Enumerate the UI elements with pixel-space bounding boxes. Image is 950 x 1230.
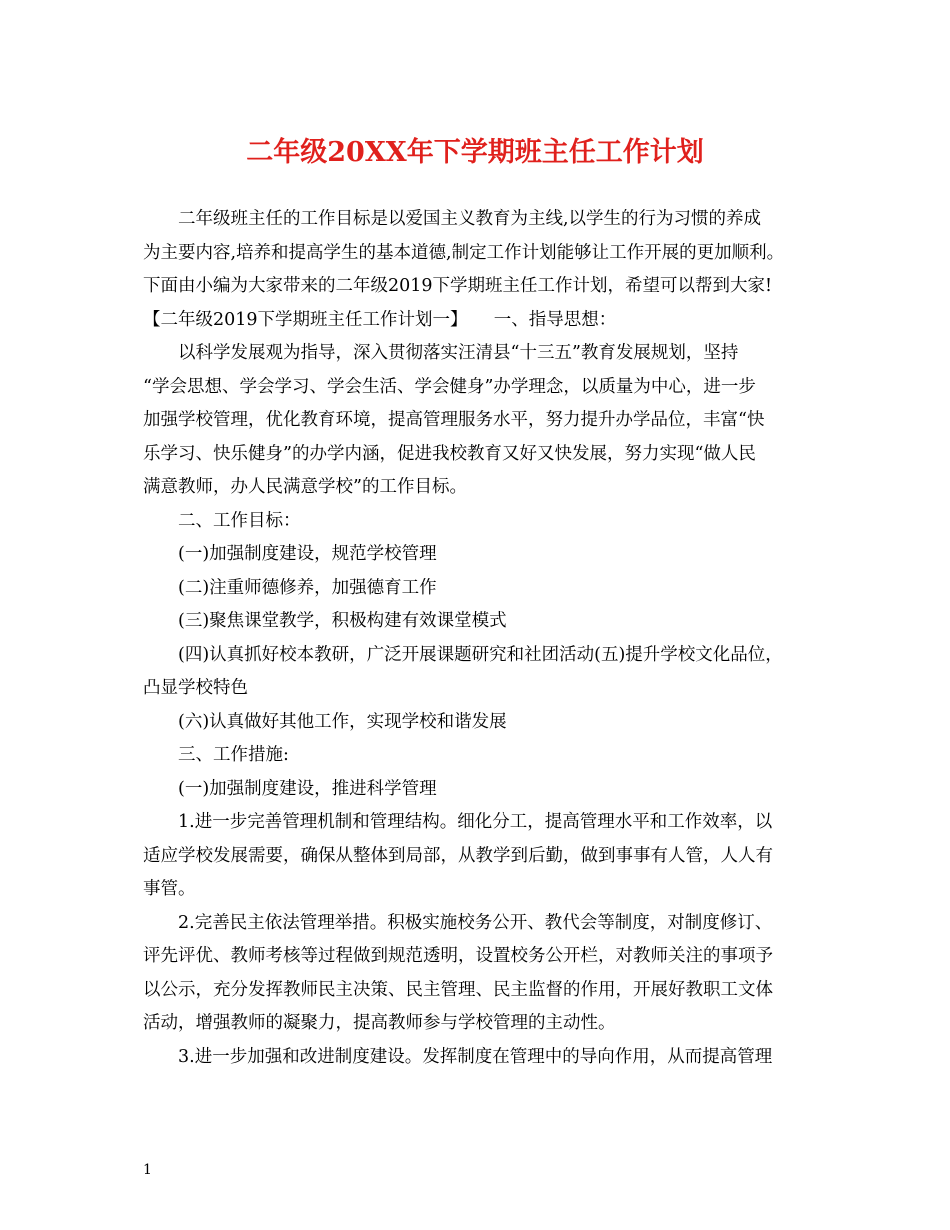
body-line: 乐学习、快乐健身”的办学内涵，促进我校教育又好又快发展，努力实现“做人民 (143, 443, 756, 464)
body-line: 事管。 (143, 879, 196, 899)
body-line: (二)注重师德修养，加强德育工作 (178, 577, 437, 598)
body-line: 加强学校管理，优化教育环境，提高管理服务水平，努力提升办学品位，丰富“快 (143, 410, 765, 430)
body-line: (三)聚焦课堂教学，积极构建有效课堂模式 (178, 611, 507, 631)
page-number: 1 (143, 1162, 152, 1178)
body-line: 凸显学校特色 (143, 678, 248, 698)
body-line: 为主要内容,培养和提高学生的基本道德,制定工作计划能够让工作开展的更加顺利。 (143, 242, 785, 263)
body-line: 3.进一步加强和改进制度建设。发挥制度在管理中的导向作用，从而提高管理 (178, 1046, 773, 1067)
body-line: 评先评优、教师考核等过程做到规范透明，设置校务公开栏，对教师关注的事项予 (143, 946, 773, 966)
body-line: 适应学校发展需要，确保从整体到局部，从教学到后勤，做到事事有人管，人人有 (143, 845, 773, 866)
body-line: 下面由小编为大家带来的二年级2019下学期班主任工作计划，希望可以帮到大家! (143, 276, 773, 296)
body-line: (四)认真抓好校本教研，广泛开展课题研究和社团活动(五)提升学校文化品位， (178, 644, 783, 665)
body-line: “学会思想、学会学习、学会生活、学会健身”办学理念，以质量为中心，进一步 (143, 376, 756, 397)
body-line: (一)加强制度建设，规范学校管理 (178, 544, 437, 564)
body-line: 1.进一步完善管理机制和管理结构。细化分工，提高管理水平和工作效率，以 (178, 812, 773, 832)
body-line: 三、工作措施: (178, 745, 289, 765)
body-line: 【二年级2019下学期班主任工作计划一】 一、指导思想： (143, 309, 617, 330)
body-line: 2.完善民主依法管理举措。积极实施校务公开、教代会等制度，对制度修订、 (178, 912, 773, 933)
body-line: 二年级班主任的工作目标是以爱国主义教育为主线,以学生的行为习惯的养成 (178, 209, 762, 229)
body-line: 满意教师，办人民满意学校”的工作目标。 (143, 477, 467, 497)
body-line: 活动，增强教师的凝聚力，提高教师参与学校管理的主动性。 (143, 1013, 616, 1033)
body-line: 二、工作目标： (178, 510, 301, 531)
document-title: 二年级20XX年下学期班主任工作计划 (246, 137, 704, 168)
body-line: 以公示，充分发挥教师民主决策、民主管理、民主监督的作用，开展好教职工文体 (143, 979, 773, 1000)
body-line: 以科学发展观为指导，深入贯彻落实汪清县“十三五”教育发展规划，坚持 (178, 343, 739, 363)
body-line: (六)认真做好其他工作，实现学校和谐发展 (178, 711, 507, 732)
document-body (143, 203, 823, 1074)
body-line: (一)加强制度建设，推进科学管理 (178, 778, 437, 799)
